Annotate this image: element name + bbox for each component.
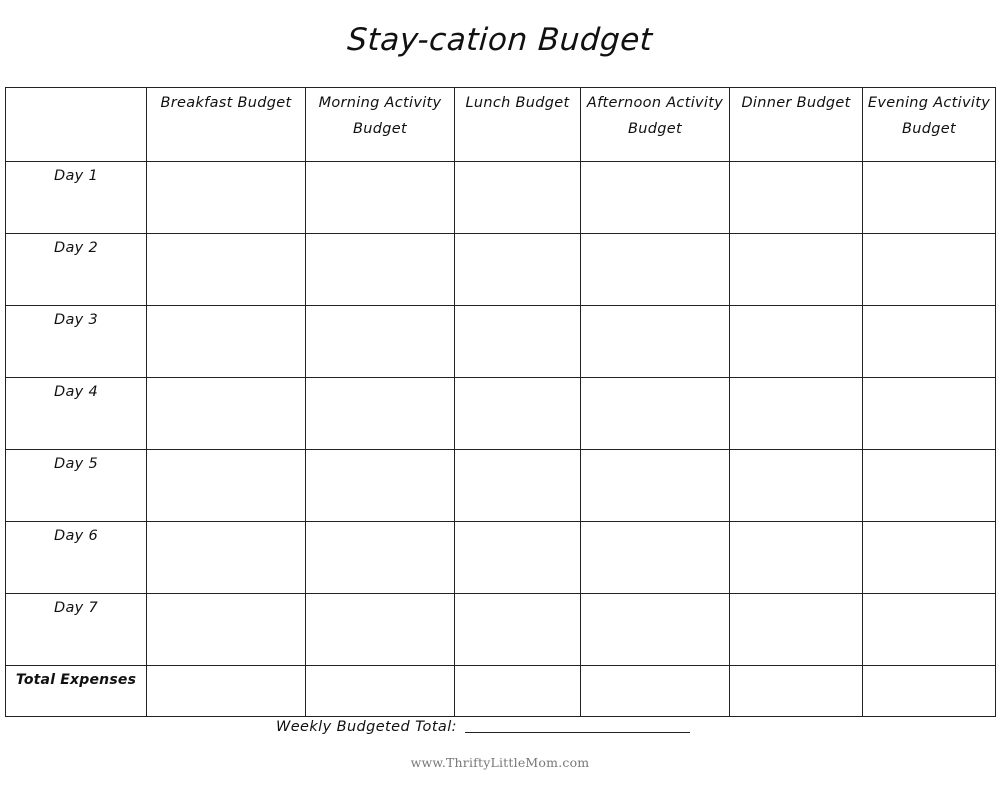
budget-cell[interactable]	[730, 162, 863, 234]
budget-cell[interactable]	[147, 306, 306, 378]
budget-cell[interactable]	[581, 594, 730, 666]
budget-cell[interactable]	[581, 522, 730, 594]
budget-cell[interactable]	[147, 594, 306, 666]
budget-cell[interactable]	[730, 522, 863, 594]
budget-cell[interactable]	[455, 522, 581, 594]
budget-cell[interactable]	[581, 234, 730, 306]
budget-cell[interactable]	[455, 162, 581, 234]
total-expenses-label: Total Expenses	[6, 666, 147, 717]
header-breakfast: Breakfast Budget	[147, 88, 306, 162]
budget-cell[interactable]	[147, 378, 306, 450]
budget-cell[interactable]	[147, 522, 306, 594]
table-row	[6, 522, 996, 594]
total-cell[interactable]	[730, 666, 863, 717]
weekly-total-label: Weekly Budgeted Total:	[276, 719, 457, 735]
budget-cell[interactable]	[306, 162, 455, 234]
total-cell[interactable]	[147, 666, 306, 717]
budget-cell[interactable]	[306, 594, 455, 666]
budget-cell[interactable]	[863, 234, 996, 306]
budget-table	[5, 87, 996, 717]
budget-cell[interactable]	[147, 234, 306, 306]
budget-cell[interactable]	[455, 378, 581, 450]
budget-cell[interactable]	[581, 378, 730, 450]
budget-cell[interactable]	[730, 306, 863, 378]
budget-cell[interactable]	[730, 378, 863, 450]
row-label: Day 1	[6, 162, 147, 234]
table-row	[6, 162, 996, 234]
total-row	[6, 666, 996, 717]
total-cell[interactable]	[455, 666, 581, 717]
table-row	[6, 594, 996, 666]
budget-cell[interactable]	[147, 450, 306, 522]
budget-cell[interactable]	[863, 162, 996, 234]
budget-cell[interactable]	[306, 450, 455, 522]
budget-cell[interactable]	[863, 594, 996, 666]
table-row	[6, 306, 996, 378]
budget-cell[interactable]	[147, 162, 306, 234]
header-corner	[6, 88, 147, 162]
budget-cell[interactable]	[730, 594, 863, 666]
header-dinner: Dinner Budget	[730, 88, 863, 162]
budget-cell[interactable]	[863, 306, 996, 378]
footer-website: www.ThriftyLittleMom.com	[410, 755, 590, 770]
row-label: Day 5	[6, 450, 147, 522]
row-label: Day 2	[6, 234, 147, 306]
header-morning-activity: Morning Activity Budget	[306, 88, 455, 162]
budget-cell[interactable]	[581, 450, 730, 522]
total-cell[interactable]	[306, 666, 455, 717]
total-cell[interactable]	[581, 666, 730, 717]
row-label: Day 7	[6, 594, 147, 666]
header-row	[6, 88, 996, 162]
budget-cell[interactable]	[455, 594, 581, 666]
table-row	[6, 450, 996, 522]
budget-cell[interactable]	[730, 234, 863, 306]
budget-cell[interactable]	[581, 162, 730, 234]
budget-cell[interactable]	[455, 450, 581, 522]
row-label: Day 6	[6, 522, 147, 594]
weekly-total-blank[interactable]	[465, 718, 690, 733]
total-cell[interactable]	[863, 666, 996, 717]
budget-cell[interactable]	[730, 450, 863, 522]
header-evening-activity: Evening Activity Budget	[863, 88, 996, 162]
budget-cell[interactable]	[455, 306, 581, 378]
budget-cell[interactable]	[306, 306, 455, 378]
budget-cell[interactable]	[455, 234, 581, 306]
budget-cell[interactable]	[863, 522, 996, 594]
row-label: Day 4	[6, 378, 147, 450]
budget-cell[interactable]	[581, 306, 730, 378]
budget-cell[interactable]	[863, 378, 996, 450]
budget-cell[interactable]	[306, 522, 455, 594]
budget-cell[interactable]	[863, 450, 996, 522]
header-afternoon-activity: Afternoon Activity Budget	[581, 88, 730, 162]
budget-cell[interactable]	[306, 234, 455, 306]
budget-cell[interactable]	[306, 378, 455, 450]
page-title: Stay-cation Budget	[346, 22, 654, 58]
weekly-budgeted-total	[276, 718, 690, 735]
table-row	[6, 234, 996, 306]
row-label: Day 3	[6, 306, 147, 378]
header-lunch: Lunch Budget	[455, 88, 581, 162]
table-row	[6, 378, 996, 450]
